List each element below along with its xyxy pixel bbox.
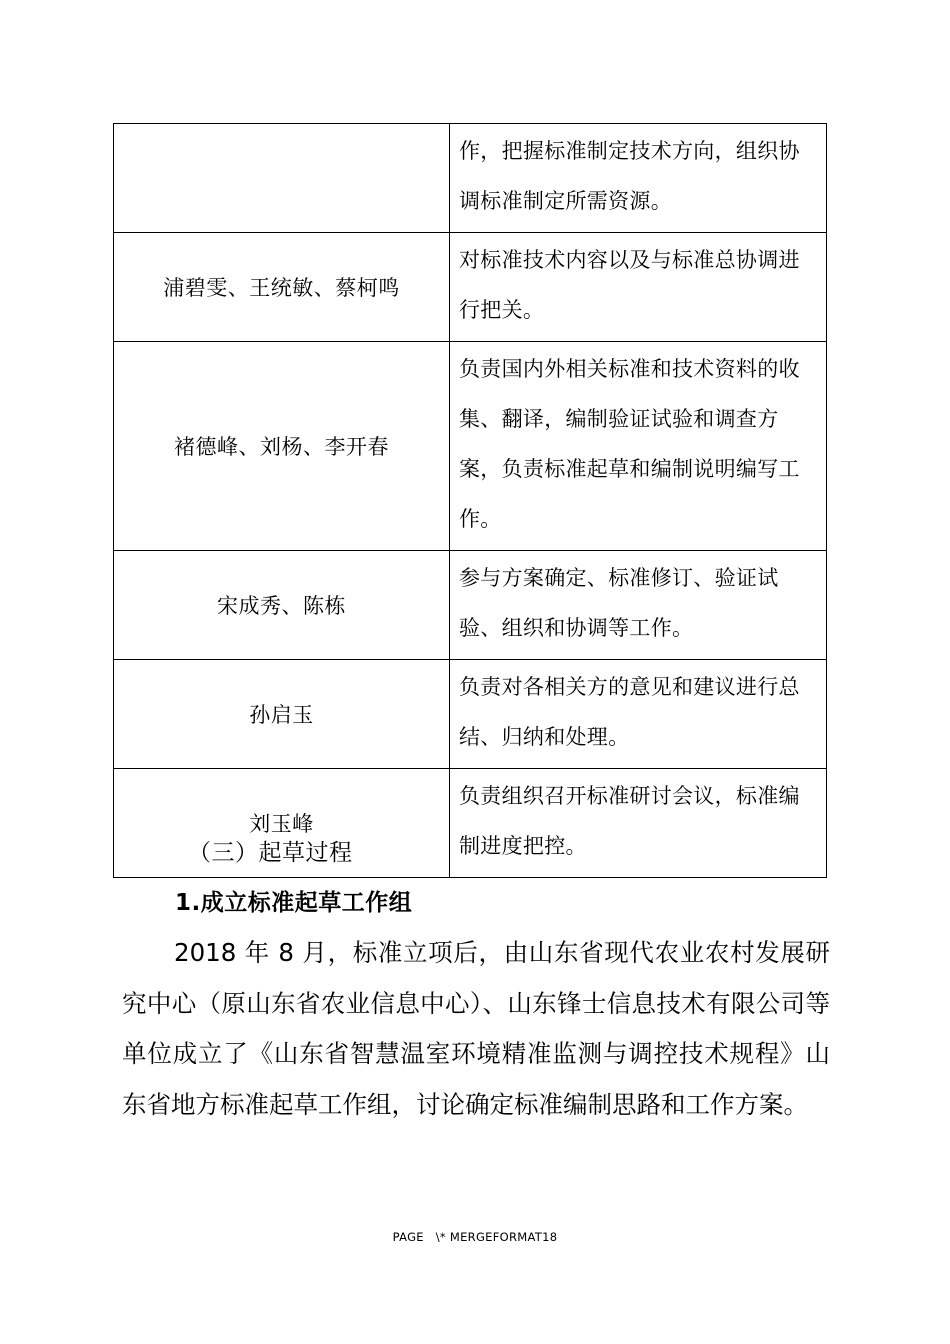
table-row <box>114 233 827 342</box>
table-row <box>114 551 827 660</box>
member-names-cell: 浦碧雯、王统敏、蔡柯鸣 <box>114 233 450 342</box>
section-heading: （三）起草过程 <box>188 840 353 866</box>
duty-description-cell: 对标准技术内容以及与标准总协调进行把关。 <box>450 233 827 342</box>
table-row <box>114 124 827 233</box>
page-footer: PAGE \* MERGEFORMAT18 <box>392 1230 558 1244</box>
member-names-cell: 孙启玉 <box>114 660 450 769</box>
member-names-cell <box>114 124 450 233</box>
duty-description-cell: 负责组织召开标准研讨会议，标准编制进度把控。 <box>450 769 827 878</box>
duty-description-cell: 负责国内外相关标准和技术资料的收集、翻译，编制验证试验和调查方案，负责标准起草和编制说明编写工作。 <box>450 342 827 551</box>
member-names-cell: 宋成秀、陈栋 <box>114 551 450 660</box>
duty-description-cell: 作，把握标准制定技术方向，组织协调标准制定所需资源。 <box>450 124 827 233</box>
member-names-cell: 褚德峰、刘杨、李开春 <box>114 342 450 551</box>
duty-description-cell: 负责对各相关方的意见和建议进行总结、归纳和处理。 <box>450 660 827 769</box>
duty-description-cell: 参与方案确定、标准修订、验证试验、组织和协调等工作。 <box>450 551 827 660</box>
table-row <box>114 342 827 551</box>
body-paragraph: 2018 年 8 月，标准立项后，由山东省现代农业农村发展研究中心（原山东省农业信息中心）、山东锋士信息技术有限公司等单位成立了《山东省智慧温室环境精准监测与调控技术规程》山东省地方标准起草工作组，讨论确定标准编制思路和工作方案。 <box>122 938 830 1119</box>
member-names-cell: 刘玉峰 <box>114 769 450 878</box>
table-row <box>114 660 827 769</box>
staff-responsibility-table <box>113 123 827 878</box>
subsection-heading: 1.成立标准起草工作组 <box>175 890 413 916</box>
